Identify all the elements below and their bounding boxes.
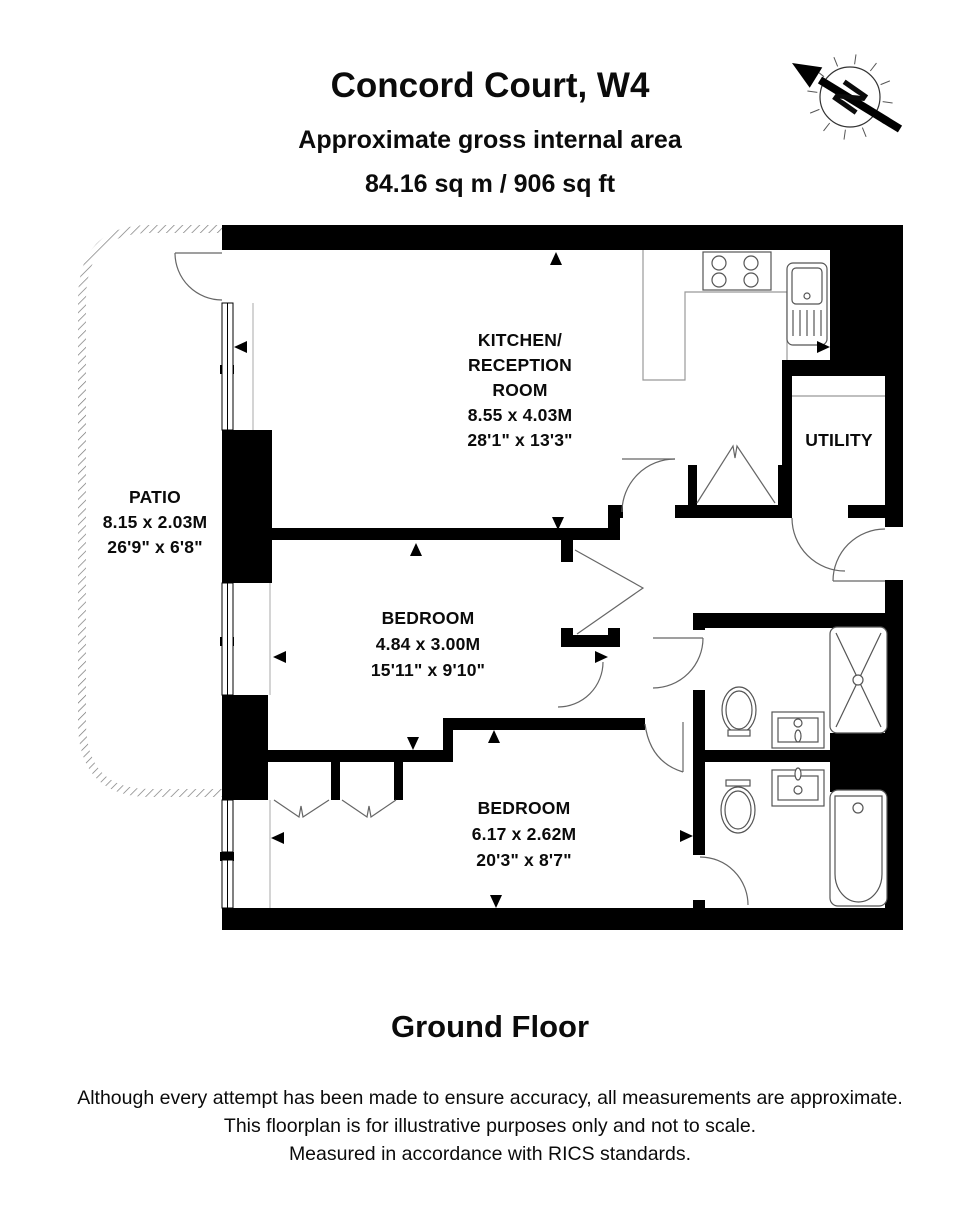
wall-left-pier-b (222, 695, 268, 800)
windows (222, 303, 233, 908)
kitchen-label (467, 330, 572, 450)
bedroom2-label (472, 798, 577, 870)
shower (830, 627, 887, 733)
disclaimer-line: Measured in accordance with RICS standards. (288, 1143, 692, 1165)
arrow-up-icon (550, 252, 562, 265)
disclaimer-line: This floorplan is for illustrative purposes only and not to scale. (223, 1115, 757, 1137)
arrow-down-icon (407, 737, 419, 750)
wall-top (222, 225, 830, 250)
patio-label (103, 487, 208, 557)
room-name: KITCHEN/ (477, 330, 563, 350)
compass (792, 54, 900, 139)
arrow-down-icon (490, 895, 502, 908)
wall-right-lower (885, 580, 903, 908)
utility-label (805, 430, 873, 450)
bedroom2-door (645, 722, 683, 772)
arrow-left-icon (273, 651, 286, 663)
room-dims-metric: 4.84 x 3.00M (375, 634, 481, 654)
toilet (722, 687, 756, 736)
wall-bedroom1-top (272, 528, 620, 540)
wall-bath-divider (693, 750, 830, 762)
wall-right-upper (885, 372, 903, 527)
wardrobe-doors (274, 800, 396, 817)
utility-door (792, 518, 845, 571)
page-area: 84.16 sq m / 906 sq ft (364, 170, 616, 198)
wardrobe-post (331, 752, 340, 800)
arrow-right-icon (680, 830, 693, 842)
arrow-up-icon (488, 730, 500, 743)
wardrobe-post (394, 752, 403, 800)
room-name: BEDROOM (477, 798, 571, 818)
room-dims-metric: 8.55 x 4.03M (467, 405, 573, 425)
kitchen-door (622, 459, 675, 512)
room-dims-metric: 6.17 x 2.62M (471, 824, 577, 844)
wall-bedroom-divider-jog (443, 718, 453, 762)
wall-bedroom2-door-right (695, 718, 705, 730)
hall-cupboard-doors (697, 446, 775, 503)
bathroom2-door (700, 857, 748, 905)
room-dims-imperial: 26'9" x 6'8" (107, 537, 203, 557)
room-name: BEDROOM (381, 608, 475, 628)
room-name: PATIO (129, 487, 181, 507)
arrow-left-icon (271, 832, 284, 844)
north-arrow-icon (792, 63, 822, 88)
wall-left-pier-a (222, 430, 272, 583)
arrow-up-icon (410, 543, 422, 556)
wall-hall-stub (608, 628, 620, 647)
wall-shower-top (702, 613, 885, 628)
room-name: UTILITY (805, 430, 873, 450)
room-dims-metric: 8.15 x 2.03M (102, 512, 208, 532)
wall-utility-top (782, 360, 885, 376)
sink (787, 263, 827, 345)
hob (703, 252, 771, 290)
arrow-right-icon (595, 651, 608, 663)
wall-bottom (222, 908, 903, 930)
cupboard-post (778, 465, 787, 507)
wall-bath-left-b (693, 690, 705, 855)
cupboard-post (688, 465, 697, 507)
room-dims-imperial: 20'3" x 8'7" (476, 850, 572, 870)
toilet (721, 780, 755, 833)
wall-bath-left-c (693, 900, 705, 908)
header (298, 66, 683, 198)
room-dims-imperial: 28'1" x 13'3" (467, 430, 573, 450)
patio-boundary (82, 229, 222, 793)
wall-tub-block (830, 733, 887, 792)
room-dims-imperial: 15'11" x 9'10" (370, 660, 486, 680)
window-reveals (253, 303, 270, 908)
bedroom1-label (371, 608, 485, 680)
arrow-left-icon (234, 341, 247, 353)
room-name: ROOM (492, 380, 548, 400)
disclaimer-line: Although every attempt has been made to ensure accuracy, all measurements are approximate. (77, 1087, 903, 1109)
basin (772, 712, 824, 748)
floor-label: Ground Floor (390, 1009, 590, 1044)
wall-bedroom-divider-high (453, 718, 645, 730)
entrance-door (833, 529, 885, 581)
page-title: Concord Court, W4 (330, 66, 650, 105)
hall-door-arc (558, 662, 603, 707)
patio-door (175, 253, 222, 300)
wall-hall-ell (561, 635, 608, 647)
bedroom1-door (575, 550, 643, 634)
wall-kitchen-bottom-left (608, 505, 623, 518)
page-subtitle: Approximate gross internal area (298, 126, 682, 154)
bathtub (830, 790, 887, 906)
basin (772, 768, 824, 806)
north-label: N (824, 73, 878, 123)
wall-top-right (830, 225, 903, 372)
shower-room-door (653, 638, 703, 688)
wall-utility-bottom (848, 505, 885, 518)
wall-bedroom1-right-upper (561, 540, 573, 562)
footer (77, 1009, 903, 1165)
wall-bedroom-divider-low (268, 750, 448, 762)
room-name: RECEPTION (468, 355, 572, 375)
